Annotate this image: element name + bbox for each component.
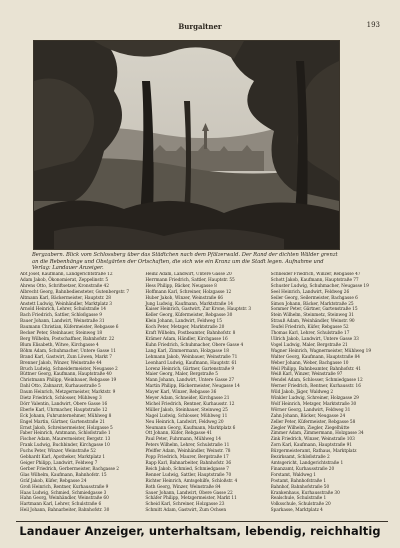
directory-entry: Forstamt, Waldweg 1: [270, 472, 316, 478]
directory-entry: Schott Jakob, Kaufmann, Hauptstraße 77: [270, 277, 359, 283]
directory-entry: Bahnhof, Bahnhofstraße 50: [270, 484, 330, 490]
directory-entry: Eck Johann, Fuhrunternehmer, Mühlweg 8: [20, 413, 112, 419]
divider-rule: [16, 521, 388, 522]
directory-entry: Altmann Karl, Bäckermeister, Hauptstr. 28: [20, 295, 111, 301]
directory-entry: Meyer Adam, Schneider, Kirchgasse 21: [145, 396, 230, 402]
directory-column-1: [20, 272, 139, 522]
directory-entry: Mayer Karl, Winzer, Rebgasse 36: [145, 390, 217, 396]
directory-columns: [20, 272, 390, 522]
directory-entry: Brenner Jakob, Winzer, Weinstraße 44: [20, 360, 102, 366]
directory-entry: Bruch Ludwig, Schneidermeister, Neugasse 2: [20, 366, 118, 372]
directory-entry: Lehmann Jakob, Weinbauer, Weinstraße 71: [145, 354, 238, 360]
directory-entry: Stein Wilhelm, Steinmetz, Steinweg 31: [270, 313, 354, 319]
directory-entry: Daum Heinrich, Metzgermeister, Marktstr. 9: [20, 390, 116, 396]
directory-entry: Gräf Jakob, Küfer, Rebgasse 24: [20, 478, 87, 484]
directory-entry: Weber Johann, Weber, Bachgasse 10: [270, 360, 349, 366]
directory-entry: Zimmer Adam, Zimmermann, Holzgasse 34: [270, 431, 364, 437]
directory-entry: Groß Heinrich, Rentner, Kurhausstraße 9: [20, 484, 109, 490]
directory-entry: Hoffmann Karl, Schreiner, Holzgasse 12: [145, 289, 232, 295]
directory-entry: Postamt, Bahnhofstraße 1: [270, 478, 327, 484]
directory-entry: Brand Karl, Gastwirt, Zum Löwen, Markt 7: [20, 354, 112, 360]
directory-entry: Bezirksamt, Schloßstraße 2: [270, 455, 330, 461]
directory-entry: Lang Karl, Zimmermann, Holzgasse 18: [145, 348, 229, 354]
directory-entry: Wörner Georg, Landwirt, Feldweg 31: [270, 407, 351, 413]
directory-entry: Schneider Friedrich, Winzer, Rebgasse 47: [270, 272, 361, 277]
directory-entry: Berg Wilhelm, Postschaffner, Bahnhofstr. 22: [20, 336, 115, 342]
directory-entry: Zahn Johann, Bäcker, Neugasse 24: [270, 413, 346, 419]
directory-entry: Schäfer Philipp, Metzgermeister, Markt 11: [145, 496, 237, 502]
directory-entry: Winkler Ludwig, Schreiner, Holzgasse 29: [270, 396, 359, 402]
directory-entry: Seiler Georg, Seilermeister, Bachgasse 6: [270, 295, 358, 301]
directory-entry: Fuchs Peter, Winzer, Weinstraße 52: [20, 449, 96, 455]
directory-entry: Eberle Karl, Uhrmacher, Hauptstraße 12: [20, 407, 108, 413]
directory-entry: Adam Jakob, Ökonomierat, Zeppelinstr. 5: [20, 277, 109, 283]
directory-entry: Christmann Philipp, Weinbauer, Rebgasse 19: [20, 378, 117, 384]
directory-entry: Rapp Karl, Bahnarbeiter, Bahnhofstr. 36: [145, 461, 232, 466]
directory-entry: Pfeiffer Adam, Weinhändler, Weinstr. 78: [145, 449, 231, 455]
directory-entry: Kaiser Heinrich, Gastwirt, Zur Krone, Hauptstr. 3: [145, 307, 252, 313]
directory-entry: Bürgermeisteramt, Rathaus, Marktplatz: [270, 449, 357, 455]
directory-entry: Sparkasse, Marktplatz 4: [270, 508, 323, 514]
directory-entry: Arnold Heinrich, Lehrer, Schulstraße 14: [20, 307, 106, 313]
directory-entry: Schuster Ludwig, Schuhmacher, Neugasse 19: [270, 283, 369, 289]
directory-entry: Heil Johann, Bahnarbeiter, Bahnhofstr. 30: [20, 508, 110, 514]
directory-entry: Albrecht Georg, Bahnbediensteter, Gutenbergstr. 7: [20, 289, 130, 295]
directory-entry: Dietz Friedrich, Schlosser, Mühlweg 3: [20, 396, 102, 402]
directory-entry: Schmitt Adam, Gastwirt, Zum Ochsen: [145, 508, 227, 514]
directory-entry: Realschule, Schulstraße 1: [270, 496, 327, 502]
directory-entry: Peters Wilhelm, Lehrer, Schulstraße 11: [145, 443, 230, 449]
directory-entry: Koch Peter, Metzger, Marktstraße 20: [145, 325, 225, 331]
directory-entry: Vogel Ludwig, Maler, Bergstraße 21: [270, 342, 348, 348]
directory-entry: Frank Ludwig, Buchbinder, Kirchgasse 10: [20, 443, 110, 449]
directory-column-2: [145, 272, 264, 522]
directory-entry: Mann Johann, Landwirt, Untere Gasse 27: [145, 378, 235, 384]
directory-entry: Klein Johann, Landwirt, Feldweg 15: [145, 319, 222, 325]
directory-entry: Bauer Johann, Landwirt, Weinstraße 31: [20, 319, 105, 325]
directory-entry: Reich Jakob, Schmied, Schmiedgasse 7: [145, 466, 229, 472]
directory-entry: Faber Heinrich, Amtmann, Schloßstraße 1: [20, 431, 111, 437]
directory-entry: Weil Philipp, Bahnbeamter, Bahnhofstr. 41: [270, 366, 362, 372]
directory-entry: Strauß Adam, Weinhändler, Weinstr. 90: [270, 319, 355, 325]
directory-entry: Ullrich Jakob, Landwirt, Untere Gasse 33: [270, 336, 359, 342]
directory-entry: Hess Philipp, Bäcker, Neugasse 8: [145, 283, 217, 289]
directory-entry: Simon Johann, Bäcker, Marktstraße 25: [270, 301, 354, 307]
directory-entry: Walter Georg, Kaufmann, Hauptstraße 84: [270, 354, 360, 360]
directory-entry: Anstett Ludwig, Weinhändler, Marktplatz 3: [20, 301, 112, 307]
directory-entry: Lorenz Heinrich, Gärtner, Gartenstraße 9: [145, 366, 235, 372]
directory-entry: Gerber Friedrich, Gerbermeister, Bachgasse 2: [20, 466, 119, 472]
directory-entry: Kraft Wilhelm, Postbeamter, Bahnhofstr. 8: [145, 331, 236, 337]
directory-entry: Wild Jakob, Jäger, Waldweg 2: [270, 390, 334, 396]
directory-entry: Scheid Karl, Schreiner, Holzgasse 23: [145, 502, 225, 508]
directory-entry: Popp Friedrich, Maurer, Bergstraße 17: [145, 455, 229, 461]
directory-entry: Ott Johann, Küfer, Rebgasse 41: [145, 431, 213, 437]
directory-entry: Amtsgericht, Landgerichtstraße 1: [270, 461, 344, 466]
directory-entry: Böhm Adam, Schuhmacher, Untere Gasse 11: [20, 348, 116, 354]
directory-entry: Ernst Jakob, Schreinermeister, Holzgasse 5: [20, 425, 113, 431]
directory-entry: Michel Friedrich, Rentner, Kurhausstr. 12: [145, 401, 235, 407]
directory-entry: Abt Josef, Kaufmann, Landgerichtstraße 12: [20, 272, 113, 277]
directory-entry: Martin Philipp, Bäckermeister, Neugasse 14: [145, 384, 240, 390]
directory-entry: Wolf Heinrich, Metzger, Marktstraße 30: [270, 401, 357, 407]
directory-entry: Werner Friedrich, Rentner, Kurhausstr. 16: [270, 384, 361, 390]
directory-entry: Jung Ludwig, Kaufmann, Marktstraße 14: [145, 301, 233, 307]
directory-entry: Renner Ludwig, Sattler, Hauptstraße 70: [145, 472, 232, 478]
directory-entry: Dörr Valentin, Landwirt, Obere Gasse 16: [20, 401, 108, 407]
directory-entry: Krankenhaus, Kurhausstraße 30: [270, 490, 340, 496]
directory-entry: Sommer Peter, Gärtner, Gartenstraße 15: [270, 307, 358, 313]
directory-entry: Hahn Georg, Weinhändler, Weinstraße 60: [20, 496, 109, 502]
directory-entry: Zorn Karl, Kaufmann, Hauptstraße 91: [270, 443, 352, 449]
directory-entry: Heinz Adam, Landwirt, Untere Gasse 20: [145, 272, 232, 277]
directory-entry: Blum Elisabeth, Witwe, Kirchgasse 4: [20, 342, 99, 348]
directory-entry: Leonhard Ludwig, Kaufmann, Hauptstr. 61: [145, 360, 237, 366]
directory-entry: Zink Friedrich, Winzer, Weinstraße 103: [270, 437, 355, 443]
directory-entry: Geiger Philipp, Landwirt, Feldweg 7: [20, 461, 98, 466]
directory-entry: Weiß Karl, Winzer, Weinstraße 97: [270, 372, 343, 378]
directory-entry: Nagel Ludwig, Schlosser, Mühlweg 11: [145, 413, 228, 419]
landscape-image: [34, 41, 339, 249]
directory-entry: Huber Jakob, Winzer, Weinstraße 66: [145, 295, 223, 301]
photo-caption: Bergzabern. Blick vom Schlossberg über das Städtchen nach dem Pfälzerwald. Der Rand der dichten Wälder grenzt an die Rebenhänge und Obstgärten der Ortschaften, die sich wie ein Kranz um die Stadt legen. Aufnahme und Verlag: Landauer Anzeiger.: [32, 252, 338, 272]
directory-entry: Keller Georg, Küfermeister, Rebgasse 30: [145, 313, 233, 319]
directory-entry: Hartmann Karl, Lehrer, Schulstraße 6: [20, 502, 102, 508]
directory-entry: Gebhardt Karl, Apotheker, Marktplatz 1: [20, 455, 106, 461]
directory-entry: Krämer Adam, Händler, Kirchgasse 16: [145, 336, 228, 342]
directory-entry: Maier Georg, Maler, Bergstraße 5: [145, 372, 218, 378]
directory-entry: Seel Heinrich, Landwirt, Feldweg 26: [270, 289, 350, 295]
directory-entry: Ziegler Wilhelm, Ziegler, Ziegelhütte: [270, 425, 350, 431]
directory-entry: Bach Friedrich, Sattler, Schloßgasse 9: [20, 313, 102, 319]
directory-entry: Engel Martin, Gärtner, Gartenstraße 21: [20, 419, 105, 425]
directory-entry: Neu Heinrich, Landwirt, Feldweg 20: [145, 419, 224, 425]
directory-entry: Baumann Christian, Küfermeister, Rebgasse 6: [20, 325, 119, 331]
directory-entry: Wagner Heinrich, Wagnermeister, Mühlweg 19: [270, 348, 372, 354]
directory-entry: Volksschule, Schulstraße 20: [270, 502, 331, 508]
directory-entry: Glas Wilhelm, Kaufmann, Bahnhofstr. 15: [20, 472, 107, 478]
directory-entry: Zeller Peter, Küfermeister, Rebgasse 58: [270, 419, 356, 425]
running-head: Burgaltner: [178, 22, 222, 31]
directory-entry: Ahrens Otto, Schriftsetzer, Kronstraße 42: [20, 283, 109, 289]
directory-entry: Neumann Georg, Kaufmann, Marktplatz 6: [145, 425, 236, 431]
directory-entry: Fischer Adam, Maurermeister, Bergstr. 13: [20, 437, 111, 443]
directory-entry: Herrmann Friedrich, Sattler, Hauptstr. 55: [145, 277, 235, 283]
directory-entry: Paul Peter, Fuhrmann, Mühlweg 14: [145, 437, 221, 443]
town-view-photo: [33, 40, 340, 250]
directory-entry: Müller Jakob, Steinhauer, Steinweg 25: [145, 407, 228, 413]
directory-entry: Wendel Adam, Schlosser, Schmiedgasse 12: [270, 378, 363, 384]
advertisement-banner: Landauer Anzeiger, unterhaltsam, lebendig, reichhaltig: [19, 524, 381, 538]
directory-column-3: [271, 272, 390, 522]
directory-entry: Thomas Karl, Lehrer, Schulstraße 17: [270, 331, 350, 337]
directory-entry: Kuhn Friedrich, Schuhmacher, Obere Gasse 4: [145, 342, 244, 348]
directory-entry: Becker Peter, Steinhauer, Steinweg 18: [20, 331, 103, 337]
directory-entry: Dahl Otto, Zahnarzt, Kurhausstraße 5: [20, 384, 101, 390]
directory-entry: Teufel Friedrich, Küfer, Rebgasse 52: [270, 325, 349, 331]
directory-entry: Richter Heinrich, Amtsgehilfe, Schloßstr. 4: [145, 478, 238, 484]
directory-entry: Büttner Georg, Kaufmann, Hauptstraße 40: [20, 372, 112, 378]
page-number: 193: [366, 21, 380, 29]
directory-entry: Sauer Johann, Landwirt, Obere Gasse 22: [145, 490, 233, 496]
directory-entry: Roth Georg, Winzer, Weinstraße 84: [145, 484, 221, 490]
directory-entry: Finanzamt, Kurhausstraße 20: [270, 466, 335, 472]
directory-entry: Haas Ludwig, Schmied, Schmiedgasse 3: [20, 490, 107, 496]
